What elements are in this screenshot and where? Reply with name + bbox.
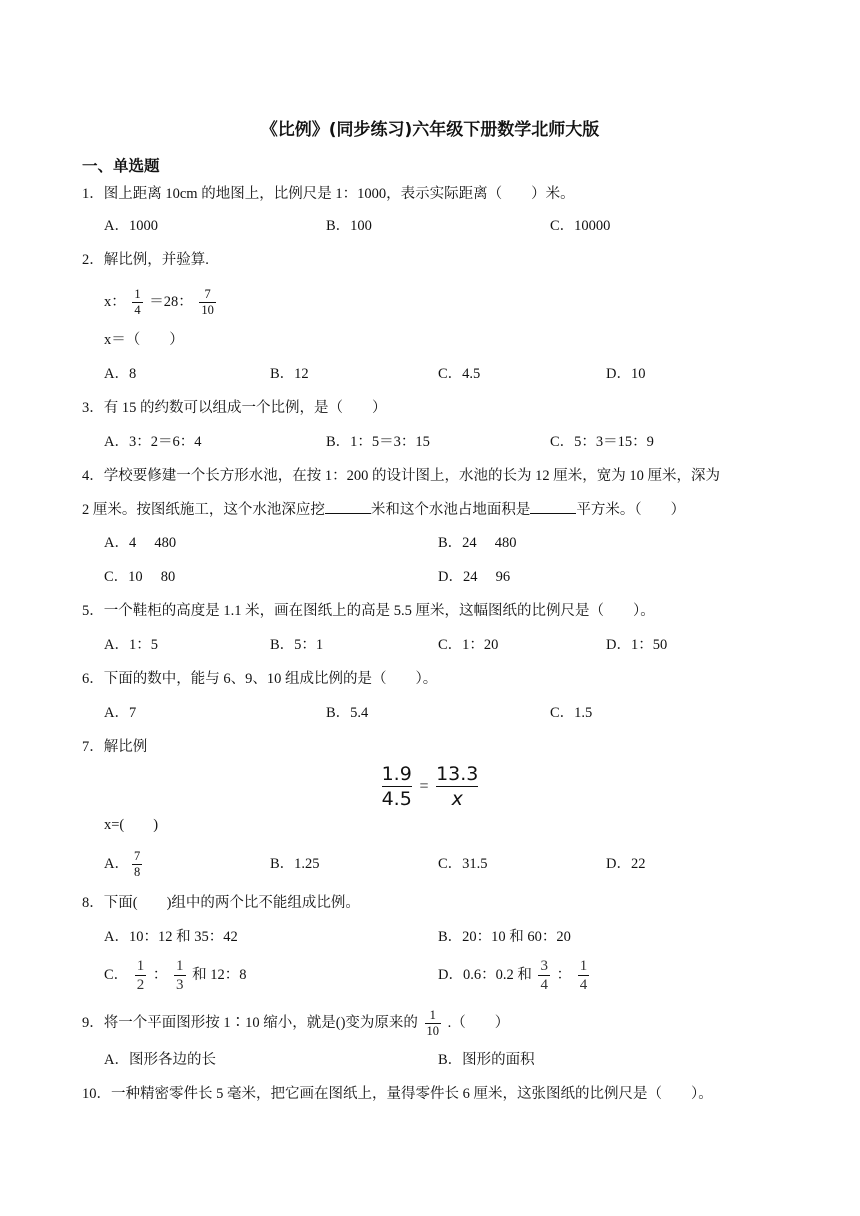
answer-blank[interactable] (325, 499, 371, 514)
question-4-option-a[interactable]: A．4 480 (104, 535, 177, 551)
fraction-7-8: $\frac{7}{8}$ (133, 849, 141, 880)
question-4-line-2: 2 厘米。按图纸施工，这个水池深应挖 米和这个水池占地面积是 平方米。（ ） (82, 499, 685, 520)
question-8-option-d[interactable]: D．0.6：0.2 和 $\frac{3}{4}$ ： $\frac{1}{4}$ (438, 958, 588, 994)
question-9-option-b[interactable]: B．图形的面积 (438, 1052, 535, 1068)
question-8-stem: 8．下面( )组中的两个比不能组成比例。 (82, 895, 360, 911)
question-4-option-b[interactable]: B．24 480 (438, 535, 517, 551)
question-9-option-a[interactable]: A．图形各边的长 (104, 1052, 216, 1068)
question-5-option-a[interactable]: A．1：5 (104, 637, 158, 653)
fraction-1-3: $\frac{1}{3}$ (176, 958, 184, 994)
question-7-answer: x=( ) (104, 817, 159, 833)
question-7-option-c[interactable]: C．31.5 (438, 856, 488, 872)
question-7-stem: 7．解比例 (82, 739, 148, 755)
question-2-equation (104, 288, 219, 317)
question-8-option-c[interactable]: C． $\frac{1}{2}$ ： $\frac{1}{3}$ 和 12：8 (104, 958, 247, 994)
question-7-option-d[interactable]: D．22 (606, 856, 646, 872)
fraction-13.3-x: $\frac{13.3}{x}$ (436, 763, 479, 810)
question-5-option-c[interactable]: C．1：20 (438, 637, 499, 653)
fraction-1.9-4.5: $\frac{1.9}{4.5}$ (381, 763, 412, 810)
question-9-stem: 9．将一个平面图形按 1∶10 缩小，就是()变为原来的 $\frac{1}{10}$ .（ ） (82, 1008, 510, 1039)
fraction-1-10: $\frac{1}{10}$ (426, 1008, 440, 1039)
fraction-1-2: $\frac{1}{2}$ (136, 958, 145, 994)
question-4-line-1: 4．学校要修建一个长方形水池，在按 1：200 的设计图上，水池的长为 12 厘米，宽为 10 厘米，深为 (82, 468, 720, 484)
question-7-option-a[interactable]: A． $\frac{7}{8}$ (104, 849, 141, 880)
question-5-option-b[interactable]: B．5：1 (270, 637, 324, 653)
fraction-7-10: $\frac{7}{10}$ (201, 287, 214, 318)
question-7-equation: $\frac{1.9}{4.5}$ = $\frac{13.3}{x}$ (381, 763, 479, 810)
section-heading: 一、单选题 (82, 157, 160, 175)
question-3-option-a[interactable]: A．3：2＝6：4 (104, 434, 202, 450)
equation-left: x： (104, 294, 126, 310)
question-1-option-a[interactable]: A．1000 (104, 218, 158, 234)
question-4-option-d[interactable]: D．24 96 (438, 569, 511, 585)
equation-middle: ＝28： (149, 294, 193, 310)
fraction-3-4: $\frac{3}{4}$ (540, 958, 548, 994)
fraction-1-4: $\frac{1}{4}$ (579, 958, 588, 994)
fraction-1-4: $\frac{1}{4}$ (134, 287, 141, 318)
question-3-option-c[interactable]: C．5：3＝15：9 (550, 434, 654, 450)
question-1-option-b[interactable]: B．100 (326, 218, 372, 234)
question-3-stem: 3．有 15 的约数可以组成一个比例，是（ ） (82, 400, 387, 416)
question-6-option-b[interactable]: B．5.4 (326, 705, 369, 721)
question-3-option-b[interactable]: B．1：5＝3：15 (326, 434, 430, 450)
question-6-stem: 6．下面的数中，能与 6、9、10 组成比例的是（ ）。 (82, 671, 438, 687)
question-2-option-c[interactable]: C．4.5 (438, 366, 481, 382)
question-7-option-b[interactable]: B．1.25 (270, 856, 320, 872)
question-1-stem: 1．图上距离 10cm 的地图上，比例尺是 1：1000，表示实际距离（ ）米。 (82, 186, 575, 202)
question-6-option-a[interactable]: A．7 (104, 705, 137, 721)
question-4-option-c[interactable]: C．10 80 (104, 569, 176, 585)
question-2-option-a[interactable]: A．8 (104, 366, 137, 382)
question-6-option-c[interactable]: C．1.5 (550, 705, 593, 721)
question-2-stem: 2．解比例，并验算. (82, 252, 209, 268)
question-2-option-d[interactable]: D．10 (606, 366, 646, 382)
question-8-option-b[interactable]: B．20：10 和 60：20 (438, 929, 571, 945)
question-2-option-b[interactable]: B．12 (270, 366, 309, 382)
question-2-answer: x＝（ ） (104, 332, 184, 348)
page-title: 《比例》(同步练习)六年级下册数学北师大版 (260, 120, 600, 140)
answer-blank[interactable] (530, 499, 576, 514)
question-5-stem: 5．一个鞋柜的高度是 1.1 米，画在图纸上的高是 5.5 厘米，这幅图纸的比例尺是（ ）。 (82, 603, 655, 619)
question-10-stem: 10．一种精密零件长 5 毫米，把它画在图纸上，量得零件长 6 厘米，这张图纸的比例尺是（ ）。 (82, 1086, 713, 1102)
question-1-option-c[interactable]: C．10000 (550, 218, 611, 234)
question-8-option-a[interactable]: A．10：12 和 35：42 (104, 929, 238, 945)
question-5-option-d[interactable]: D．1：50 (606, 637, 668, 653)
